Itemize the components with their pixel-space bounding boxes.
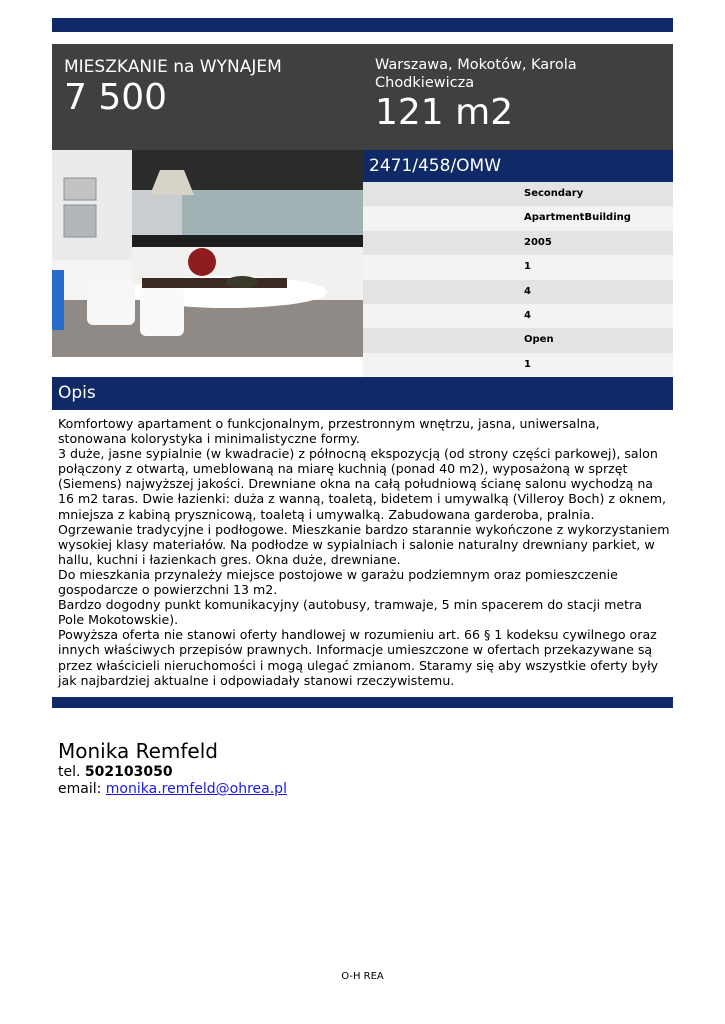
footer-company: O-H REA <box>341 971 384 982</box>
top-accent-bar <box>52 18 673 32</box>
parameters-table <box>363 182 673 377</box>
listing-header <box>52 44 673 150</box>
listing-reference: 2471/458/OMW <box>363 150 673 182</box>
phone-label: tel. <box>58 764 81 780</box>
param-row: ApartmentBuilding <box>363 206 673 230</box>
email-label: email: <box>58 781 102 797</box>
bottom-accent-bar <box>52 697 673 708</box>
description-paragraph: Bardzo dogodny punkt komunikacyjny (autobusy, tramwaje, 5 min spacerem do stacji metra Pole Mokotowskie). <box>58 597 642 628</box>
offer-type: MIESZKANIE na WYNAJEM <box>64 57 282 77</box>
param-row: 1 <box>363 353 673 377</box>
address: Warszawa, Mokotów, Karola Chodkiewicza <box>375 57 577 91</box>
description-heading: Opis <box>52 377 673 410</box>
price: 7 500 <box>64 77 168 118</box>
email-link[interactable]: monika.remfeld@ohrea.pl <box>105 781 287 797</box>
agent-email <box>58 781 287 798</box>
description-paragraph: Komfortowy apartament o funkcjonalnym, przestronnym wnętrzu, jasna, uniwersalna, stonowana kolorystyka i minimalistyczne formy. <box>58 416 600 447</box>
agent-contact <box>58 738 287 798</box>
description-paragraph: Do mieszkania przynależy miejsce postojowe w garażu podziemnym oraz pomieszczenie gospodarcze o powierzchni 13 m2. <box>58 566 618 598</box>
description-paragraph: Powyższa oferta nie stanowi oferty handlowej w rozumieniu art. 66 § 1 kodeksu cywilnego oraz innych właściwych przepisów prawnych. Informacje umieszczone w ofertach przekazywane są przez właścicieli nieruchomości i mogą ulegać zmianom. Staramy się aby wszystkie oferty były jak najbardziej aktualne i odpowiadały stanowi rzeczywistemu. <box>58 627 659 688</box>
param-row: Open <box>363 328 673 352</box>
agent-name: Monika Remfeld <box>58 739 218 763</box>
param-row: 2005 <box>363 231 673 255</box>
description-paragraph: 3 duże, jasne sypialnie (w kwadracie) z północną ekspozycją (od strony części parkowej), salon połączony z otwartą, umeblowaną na miarę kuchnią (ponad 40 m2), wyposażoną w sprzęt (Siemens) najwyższej jakości. Drewniane okna na całą południową ścianę salonu wychodzą na 16 m2 taras. Dwie łazienki: duża z wanną, toaletą, bidetem i umywalką (Villeroy Boch) z oknem, mniejsza z kabiną prysznicową, toaletą i umywalką. Zabudowana garderoba, pralnia. Ogrzewanie tradycyjne i podłogowe. Mieszkanie bardzo starannie wykończone z wykorzystaniem wysokiej klasy materiałów. Na podłodze w sypialniach i salonie naturalny drewniany parkiet, w hallu, kuchni i łazienkach gres. Okna duże, drewniane. <box>58 446 670 567</box>
header-right <box>375 56 665 133</box>
agent-phone <box>58 764 287 781</box>
header-left <box>64 56 282 118</box>
param-row: 4 <box>363 280 673 304</box>
area: 121 m2 <box>375 92 514 133</box>
param-row: 4 <box>363 304 673 328</box>
description-body <box>58 416 670 688</box>
param-row: 1 <box>363 255 673 279</box>
apartment-kitchen-photo <box>52 150 363 357</box>
phone-number: 502103050 <box>84 764 173 780</box>
param-row: Secondary <box>363 182 673 206</box>
